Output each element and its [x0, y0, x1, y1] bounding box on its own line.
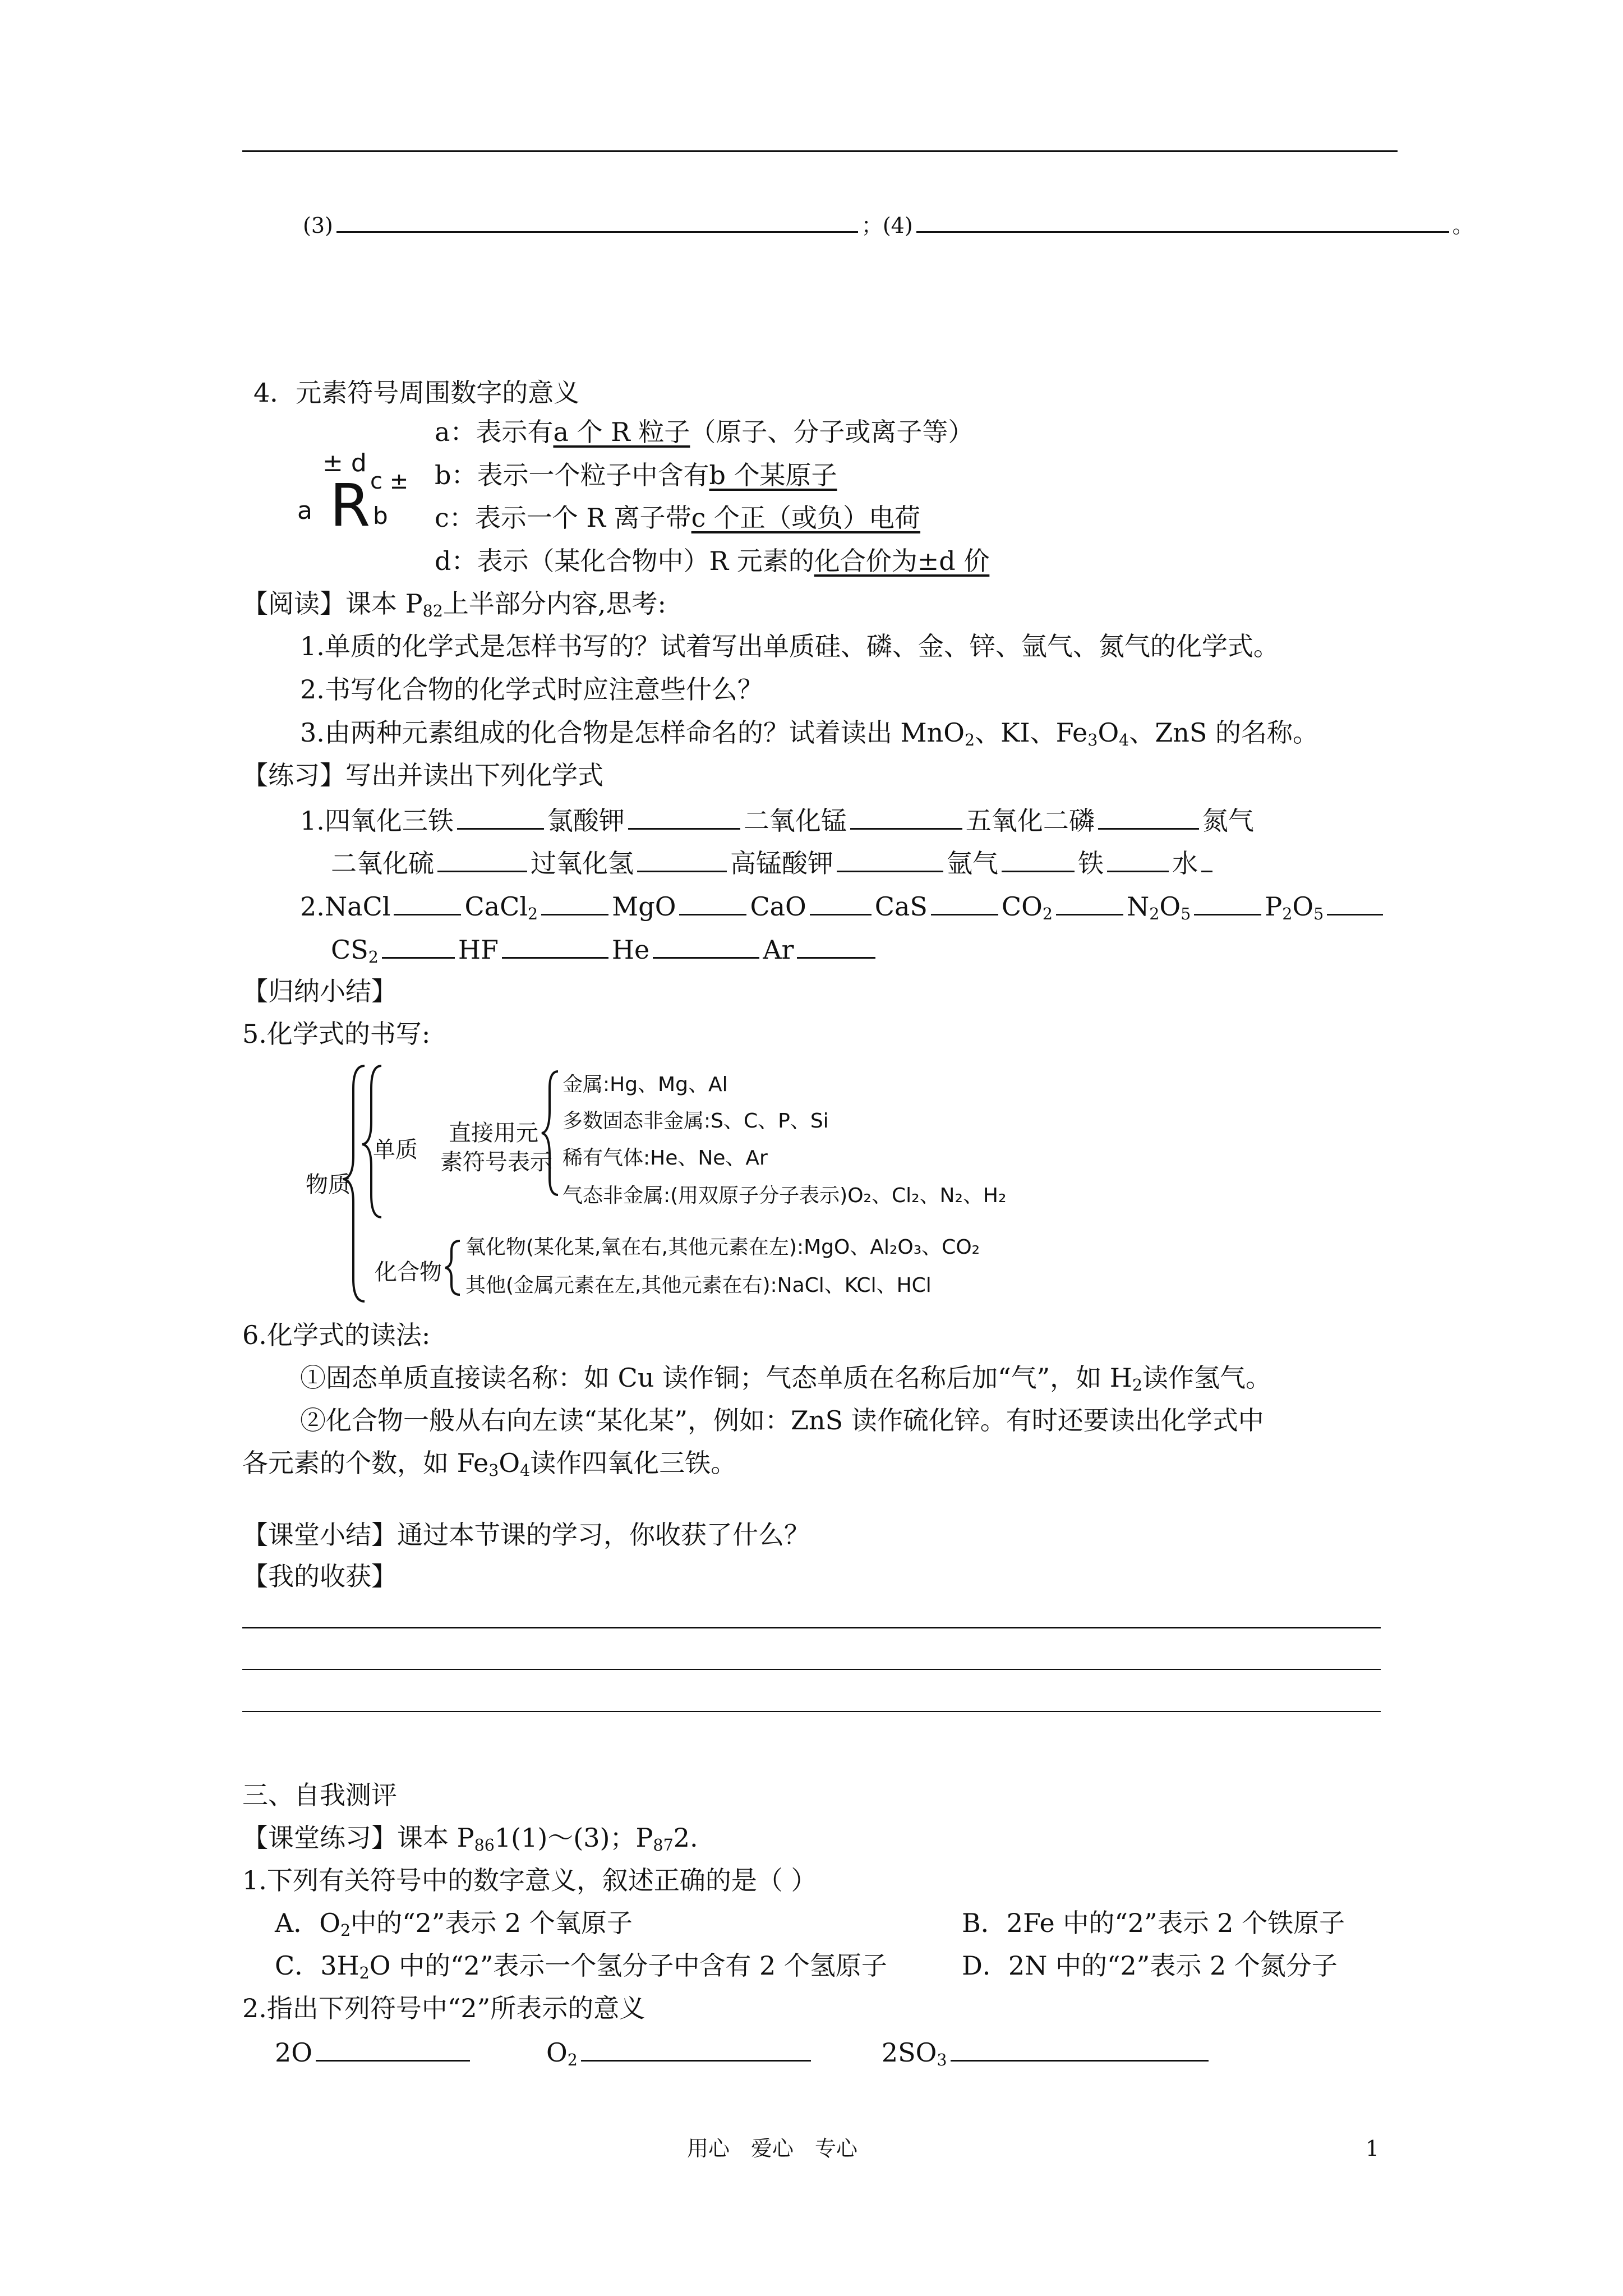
question-2: 2.指出下列符号中“2”所表示的意义 — [242, 1993, 645, 2023]
practice-row-2: 二氧化硫 过氧化氢 高锰酸钾 氩气 铁 水 — [331, 845, 1216, 880]
option-a[interactable]: A．$O_2$中的“2”表示 2 个氧原子 — [275, 1908, 633, 1940]
section-6-p2: ②化合物一般从右向左读“某化某”，例如：ZnS 读作硫化锌。有时还要读出化学式中 — [300, 1405, 1264, 1435]
reading-q1: 1.单质的化学式是怎样书写的？试着写出单质硅、磷、金、锌、氩气、氮气的化学式。 — [300, 631, 1279, 661]
meaning-b: b：表示一个粒子中含有b 个某原子 — [435, 460, 837, 490]
section-4-title: 4．元素符号周围数字的意义 — [253, 378, 580, 408]
my-gain: 【我的收获】 — [242, 1561, 397, 1591]
diagram-other: 其他(金属元素在左,其他元素在右):NaCl、KCl、HCl — [465, 1274, 932, 1297]
question-2-blanks: 2O $O_2$ $2SO_3$ — [275, 2034, 1212, 2077]
question-1: 1.下列有关符号中的数字意义，叙述正确的是（ ） — [242, 1865, 817, 1895]
diagram-noble: 稀有气体:He、Ne、Ar — [562, 1147, 768, 1170]
practice-row-3: 2.NaCl CaCl$_2$ MgO CaO CaS $CO_2$ $N_2O_5$ $P_2O_5$ — [300, 888, 1386, 931]
gain-line-3[interactable] — [242, 1711, 1381, 1712]
answer-blank-4[interactable] — [916, 205, 1449, 233]
option-c[interactable]: C．$3H_2O$ 中的“2”表示一个氢分子中含有 2 个氢原子 — [275, 1950, 887, 1983]
diagram-compound: 化合物 — [375, 1259, 442, 1285]
diagram-single: 单质 — [373, 1137, 418, 1163]
meaning-d: d：表示（某化合物中）R 元素的化合价为±d 价 — [435, 546, 990, 576]
fill-line-3-4: (3) ；(4) 。 — [303, 205, 1474, 242]
practice-row-4: $CS_2$ HF He Ar — [331, 931, 879, 974]
page-number: 1 — [1366, 2136, 1380, 2161]
meaning-c: c：表示一个 R 离子带c 个正（或负）电荷 — [435, 503, 921, 533]
diagram-gas: 气态非金属:(用双原子分子表示)O₂、Cl₂、N₂、H₂ — [562, 1184, 1007, 1207]
diagram-direct: 直接用元 — [449, 1120, 538, 1146]
diagram-metal: 金属:Hg、Mg、Al — [562, 1073, 728, 1096]
option-b[interactable]: B．2Fe 中的“2”表示 2 个铁原子 — [962, 1908, 1345, 1938]
gain-line-1[interactable] — [242, 1627, 1381, 1628]
answer-blank-3[interactable] — [336, 205, 858, 233]
reading-q3: 3.由两种元素组成的化合物是怎样命名的？试着读出 MnO$_2$、KI、$Fe_3O_4$、ZnS 的名称。 — [300, 717, 1319, 750]
option-d[interactable]: D．2N 中的“2”表示 2 个氮分子 — [962, 1950, 1338, 1981]
diagram-oxide: 氧化物(某化某,氧在右,其他元素在左):MgO、Al₂O₃、CO₂ — [465, 1236, 980, 1259]
reading-heading: 【阅读】课本 $P_{82}$上半部分内容,思考: — [242, 588, 666, 621]
section-5-title: 5.化学式的书写: — [242, 1019, 431, 1049]
diagram-solid: 多数固态非金属:S、C、P、Si — [562, 1110, 829, 1133]
label-3: (3) — [303, 213, 333, 238]
summary-heading: 【归纳小结】 — [242, 976, 397, 1006]
class-exercise: 【课堂练习】课本 $P_{86}1(1)\sim(3)$；$P_{87}2$. — [242, 1823, 698, 1855]
section-6-title: 6.化学式的读法: — [242, 1320, 431, 1350]
section-6-p1: ①固态单质直接读名称：如 Cu 读作铜；气态单质在名称后加“气”，如 $H_2$读作氢气。 — [300, 1363, 1271, 1395]
section-6-p3: 各元素的个数，如 $Fe_3O_4$读作四氧化三铁。 — [242, 1448, 737, 1480]
self-test-title: 三、自我测评 — [242, 1780, 397, 1810]
reading-q2: 2.书写化合物的化学式时应注意些什么？ — [300, 674, 763, 705]
practice-heading: 【练习】写出并读出下列化学式 — [242, 760, 603, 790]
class-summary: 【课堂小结】通过本节课的学习，你收获了什么？ — [242, 1520, 810, 1550]
footer-motto: 用心 爱心 专心 — [687, 2136, 858, 2161]
meaning-a: a：表示有a 个 R 粒子（原子、分子或离子等） — [435, 417, 974, 447]
sep-4: ；(4) — [861, 213, 913, 238]
practice-row-1: 1.四氧化三铁 氯酸钾 二氧化锰 五氧化二磷 氮气 — [300, 802, 1254, 838]
gain-line-2[interactable] — [242, 1669, 1381, 1670]
header-rule — [242, 150, 1398, 152]
diagram-root: 物质 — [306, 1172, 351, 1198]
